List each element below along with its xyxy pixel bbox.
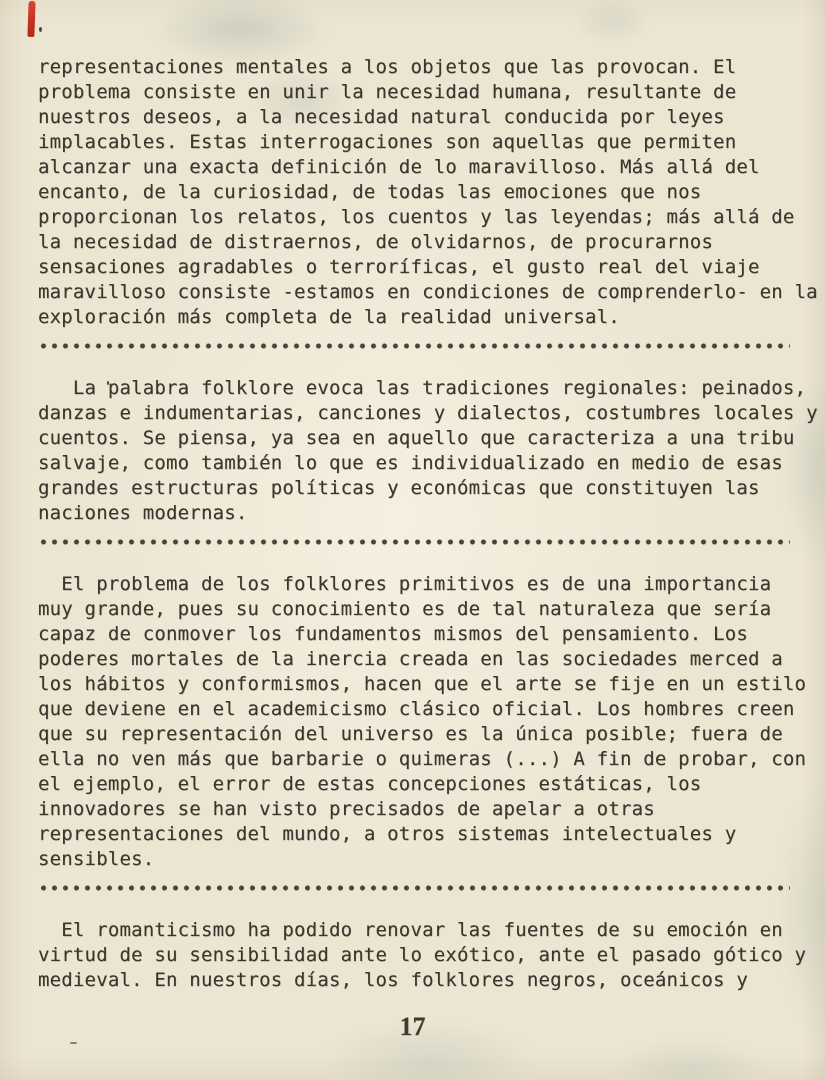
text-line: el ejemplo, el error de estas concepciones estáticas, los: [38, 773, 702, 795]
text-line: La palabra folklore evoca las tradiciones regionales: peinados,: [38, 377, 807, 399]
text-line: representaciones del mundo, a otros sistemas intelectuales y: [38, 823, 737, 845]
text-line: proporcionan los relatos, los cuentos y las leyendas; más allá de: [38, 206, 795, 228]
text-line: cuentos. Se piensa, ya sea en aquello que caracteriza a una tribu: [38, 427, 795, 449]
text-line: poderes mortales de la inercia creada en las sociedades merced a: [38, 648, 783, 670]
text-line: naciones modernas.: [38, 502, 248, 524]
text-line: representaciones mentales a los objetos que las provocan. El: [38, 56, 737, 78]
text-line: maravilloso consiste -estamos en condiciones de comprenderlo- en la: [38, 281, 818, 303]
text-line: que su representación del universo es la única posible; fuera de: [38, 723, 783, 745]
paragraph: [38, 376, 818, 526]
paragraph: [38, 572, 807, 872]
text-line: la necesidad de distraernos, de olvidarnos, de procurarnos: [38, 231, 714, 253]
text-line: innovadores se han visto precisados de apelar a otras: [38, 798, 655, 820]
text-line: El problema de los folklores primitivos es de una importancia: [38, 573, 772, 595]
text-line: grandes estructuras políticas y económicas que constituyen las: [38, 477, 760, 499]
ink-speck: [39, 27, 42, 32]
text-line: virtud de su sensibilidad ante lo exótico, ante el pasado gótico y: [38, 944, 807, 966]
paragraph: [38, 55, 818, 330]
text-line: problema consiste en unir la necesidad humana, resultante de: [38, 81, 737, 103]
dotted-separator: [38, 884, 790, 892]
text-line: alcanzar una exacta definición de lo maravilloso. Más allá del: [38, 156, 760, 178]
text-line: sensibles.: [38, 848, 155, 870]
text-line: El romanticismo ha podido renovar las fuentes de su emoción en: [38, 919, 783, 941]
text-line: capaz de conmover los fundamentos mismos del pensamiento. Los: [38, 623, 748, 645]
text-line: sensaciones agradables o terroríficas, el gusto real del viaje: [38, 256, 760, 278]
text-line: salvaje, como también lo que es individualizado en medio de esas: [38, 452, 783, 474]
text-line: implacables. Estas interrogaciones son aquellas que permiten: [38, 131, 737, 153]
pencil-dash-mark: [70, 1042, 77, 1044]
text-line: exploración más completa de la realidad universal.: [38, 306, 620, 328]
page-number: 17: [399, 1012, 426, 1041]
paragraph: [38, 918, 807, 993]
red-pen-mark: [27, 1, 35, 37]
text-line: medieval. En nuestros días, los folklores negros, oceánicos y: [38, 969, 748, 991]
text-line: muy grande, pues su conocimiento es de tal naturaleza que sería: [38, 598, 772, 620]
text-line: encanto, de la curiosidad, de todas las emociones que nos: [38, 181, 702, 203]
text-line: nuestros deseos, a la necesidad natural conducida por leyes: [38, 106, 725, 128]
text-line: ella no ven más que barbarie o quimeras (...) A fin de probar, con: [38, 748, 807, 770]
text-line: que deviene en el academicismo clásico oficial. Los hombres creen: [38, 698, 795, 720]
text-line: danzas e indumentarias, canciones y dialectos, costumbres locales y: [38, 402, 818, 424]
dotted-separator: [38, 342, 790, 350]
dotted-separator: [38, 538, 790, 546]
text-line: los hábitos y conformismos, hacen que el arte se fije en un estilo: [38, 673, 807, 695]
document-blocks: [38, 55, 818, 1005]
